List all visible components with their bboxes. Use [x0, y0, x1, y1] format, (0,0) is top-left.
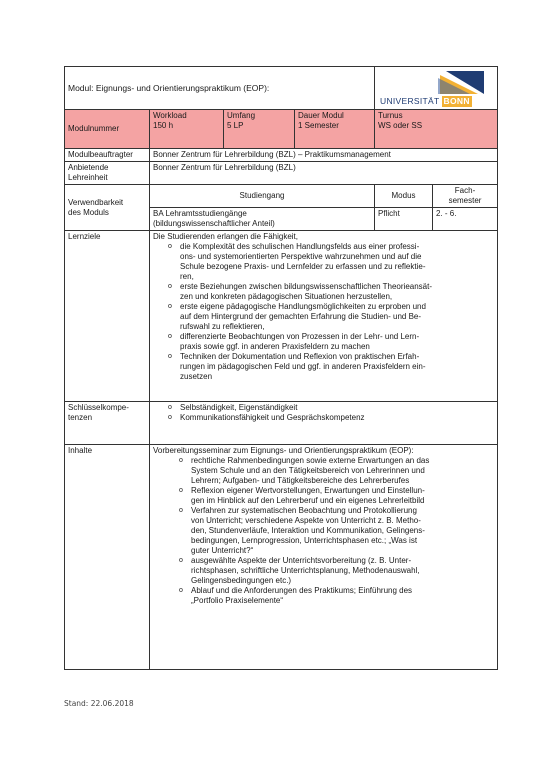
list-item-line: auf dem Hintergrund der gemachten Erfahrung die Studien- und Be- — [180, 312, 422, 321]
list-item-line: o erste eigene pädagogische Handlungsmöglichkeiten zu erproben und — [180, 302, 426, 311]
schluessel-list — [153, 403, 494, 423]
umfang-label: Umfang — [227, 111, 256, 120]
list-item — [153, 302, 494, 332]
list-item-line: o erste Beziehungen zwischen bildungswissenschaftlichen Theorieansät- — [180, 282, 432, 291]
verwendbarkeit-label-line2: des Moduls — [68, 207, 109, 217]
logo-word-bonn: BONN — [443, 96, 470, 106]
list-item-line: o Reflexion eigener Wertvorstellungen, Erwartungen und Einstellun- — [191, 486, 425, 495]
dauer-cell — [295, 110, 375, 149]
list-item-line: Gelingensbedingungen etc.) — [191, 576, 292, 585]
list-item-line: bedingungen, Lernprogression, Unterrichtsphasen etc.; „Was ist — [191, 536, 418, 545]
logo-word-universitaet: UNIVERSITÄT — [380, 96, 440, 106]
dauer-value: 1 Semester — [298, 121, 339, 130]
verwendbarkeit-label-line1: Verwendbarkeit — [68, 197, 124, 207]
lehreinheit-label-line1: Anbietende — [68, 163, 109, 172]
list-item-line: o rechtliche Rahmenbedingungen sowie externe Erwartungen an das — [191, 456, 430, 465]
inhalte-row — [65, 445, 498, 670]
list-item-line: rungen im pädagogischen Feld und ggf. in anderen Praxisfeldern ein- — [180, 362, 426, 371]
list-item-line: o Ablauf und die Anforderungen des Praktikums; Einführung des — [191, 586, 413, 595]
verwendbarkeit-label-cell — [65, 185, 150, 231]
module-table — [64, 66, 498, 670]
schluessel-row — [65, 402, 498, 445]
workload-cell — [150, 110, 224, 149]
module-title: Modul: Eignungs- und Orientierungspraktikum (EOP): — [68, 82, 270, 93]
list-item-line: o Verfahren zur systematischen Beobachtung und Protokollierung — [191, 506, 417, 515]
module-title-cell — [65, 67, 375, 110]
studiengang-value-line2: (bildungswissenschaftlicher Anteil) — [153, 219, 275, 228]
list-item-line: gen im Hinblick auf den Lehrerberuf und ein eigenes Lehrerleitbild — [191, 496, 425, 505]
list-item — [153, 456, 494, 486]
list-item-line: ons- und systemorientierten Perspektive wahrzunehmen und auf die — [180, 252, 422, 261]
list-item-line: richtsphasen, schriftliche Unterrichtsplanung, Methodenauswahl, — [191, 566, 420, 575]
list-item-line: System Schule und an den Tätigkeitsbereich von Lehrerinnen und — [191, 466, 425, 475]
inhalte-label: Inhalte — [65, 445, 150, 670]
lernziele-label: Lernziele — [65, 231, 150, 402]
footer-date: Stand: 22.06.2018 — [64, 699, 134, 708]
schluessel-label-cell — [65, 402, 150, 445]
fachsemester-value: 2. - 6. — [433, 208, 498, 231]
inhalte-list — [153, 456, 494, 606]
workload-label: Workload — [153, 111, 187, 120]
list-item-line: „Portfolio Praxiselemente“ — [191, 596, 284, 605]
turnus-cell — [375, 110, 498, 149]
list-item-line: Schule bezogene Praxis- und Lernfelder zu erfassen und zu reflektie- — [180, 262, 426, 271]
modus-header: Modus — [375, 185, 433, 208]
dauer-label: Dauer Modul — [298, 111, 344, 120]
lehreinheit-row — [65, 162, 498, 185]
list-item — [153, 282, 494, 302]
list-item-line: o die Komplexität des schulischen Handlungsfelds aus einer professi- — [180, 242, 420, 251]
list-item — [153, 506, 494, 556]
list-item-line: o differenzierte Beobachtungen von Prozessen in der Lehr- und Lern- — [180, 332, 420, 341]
umfang-value: 5 LP — [227, 121, 244, 130]
lernziele-intro: Die Studierenden erlangen die Fähigkeit, — [153, 232, 298, 241]
list-item-line: den, Stundenverläufe, Interaktion und Kommunikation, Gelingens- — [191, 526, 425, 535]
lehreinheit-value: Bonner Zentrum für Lehrerbildung (BZL) — [150, 162, 498, 185]
studiengang-value-cell — [150, 208, 375, 231]
fachsemester-header — [433, 185, 498, 208]
inhalte-intro: Vorbereitungsseminar zum Eignungs- und Orientierungspraktikum (EOP): — [153, 446, 414, 455]
schluessel-content — [150, 402, 498, 445]
list-item-line: von Unterricht; verschiedene Aspekte von Unterricht z. B. Metho- — [191, 516, 421, 525]
studiengang-header: Studiengang — [150, 185, 375, 208]
list-item — [153, 332, 494, 352]
lernziele-list — [153, 242, 494, 382]
list-item-line: rufswahl zu reflektieren, — [180, 322, 265, 331]
list-item-line: o Techniken der Dokumentation und Reflexion von praktischen Erfah- — [180, 352, 420, 361]
lernziele-row — [65, 231, 498, 402]
list-item-line: zusetzen — [180, 372, 213, 381]
modulnummer-label: Modulnummer — [68, 124, 120, 133]
modus-value: Pflicht — [375, 208, 433, 231]
lehreinheit-label-cell — [65, 162, 150, 185]
title-row — [65, 67, 498, 110]
inhalte-content — [150, 445, 498, 670]
beauftragter-value: Bonner Zentrum für Lehrerbildung (BZL) – Praktikumsmanagement — [150, 149, 498, 162]
beauftragter-label: Modulbeauftragter — [65, 149, 150, 162]
workload-value: 150 h — [153, 121, 174, 130]
summary-row — [65, 110, 498, 149]
fachsemester-header-line1: Fach- — [454, 186, 476, 195]
module-document — [64, 66, 497, 670]
list-item-line: o ausgewählte Aspekte der Unterrichtsvorbereitung (z. B. Unter- — [191, 556, 412, 565]
umfang-cell — [224, 110, 295, 149]
list-item-line: zen und konkreten pädagogischen Situationen herzustellen, — [180, 292, 393, 301]
list-item-line: praxis sowie ggf. in anderen Praxisfeldern zu machen — [180, 342, 370, 351]
list-item: o Selbständigkeit, Eigenständigkeit — [153, 403, 494, 413]
list-item — [153, 586, 494, 606]
list-item-line: guter Unterricht?“ — [191, 546, 254, 555]
turnus-label: Turnus — [378, 111, 403, 120]
schluessel-label-line1: Schlüsselkompe- — [68, 403, 129, 412]
university-bonn-logo — [378, 69, 486, 107]
university-logo-cell — [375, 67, 498, 110]
beauftragter-row — [65, 149, 498, 162]
list-item — [153, 352, 494, 382]
list-item: o Kommunikationsfähigkeit und Gesprächskompetenz — [153, 413, 494, 423]
list-item — [153, 556, 494, 586]
list-item-line: ren, — [180, 272, 194, 281]
turnus-value: WS oder SS — [378, 121, 423, 130]
lehreinheit-label-line2: Lehreinheit — [68, 173, 108, 182]
list-item — [153, 486, 494, 506]
modulnummer-cell — [65, 110, 150, 149]
fachsemester-header-line2: semester — [448, 196, 482, 205]
list-item-line: Lehrern; Aufgaben- und Tätigkeitsbereiche des Lehrerberufes — [191, 476, 410, 485]
lernziele-content — [150, 231, 498, 402]
verwendbarkeit-header-row — [65, 185, 498, 208]
schluessel-label-line2: tenzen — [68, 413, 93, 422]
list-item — [153, 242, 494, 282]
logo-wordmark — [380, 96, 484, 107]
studiengang-value-line1: BA Lehramtsstudiengänge — [153, 209, 247, 218]
